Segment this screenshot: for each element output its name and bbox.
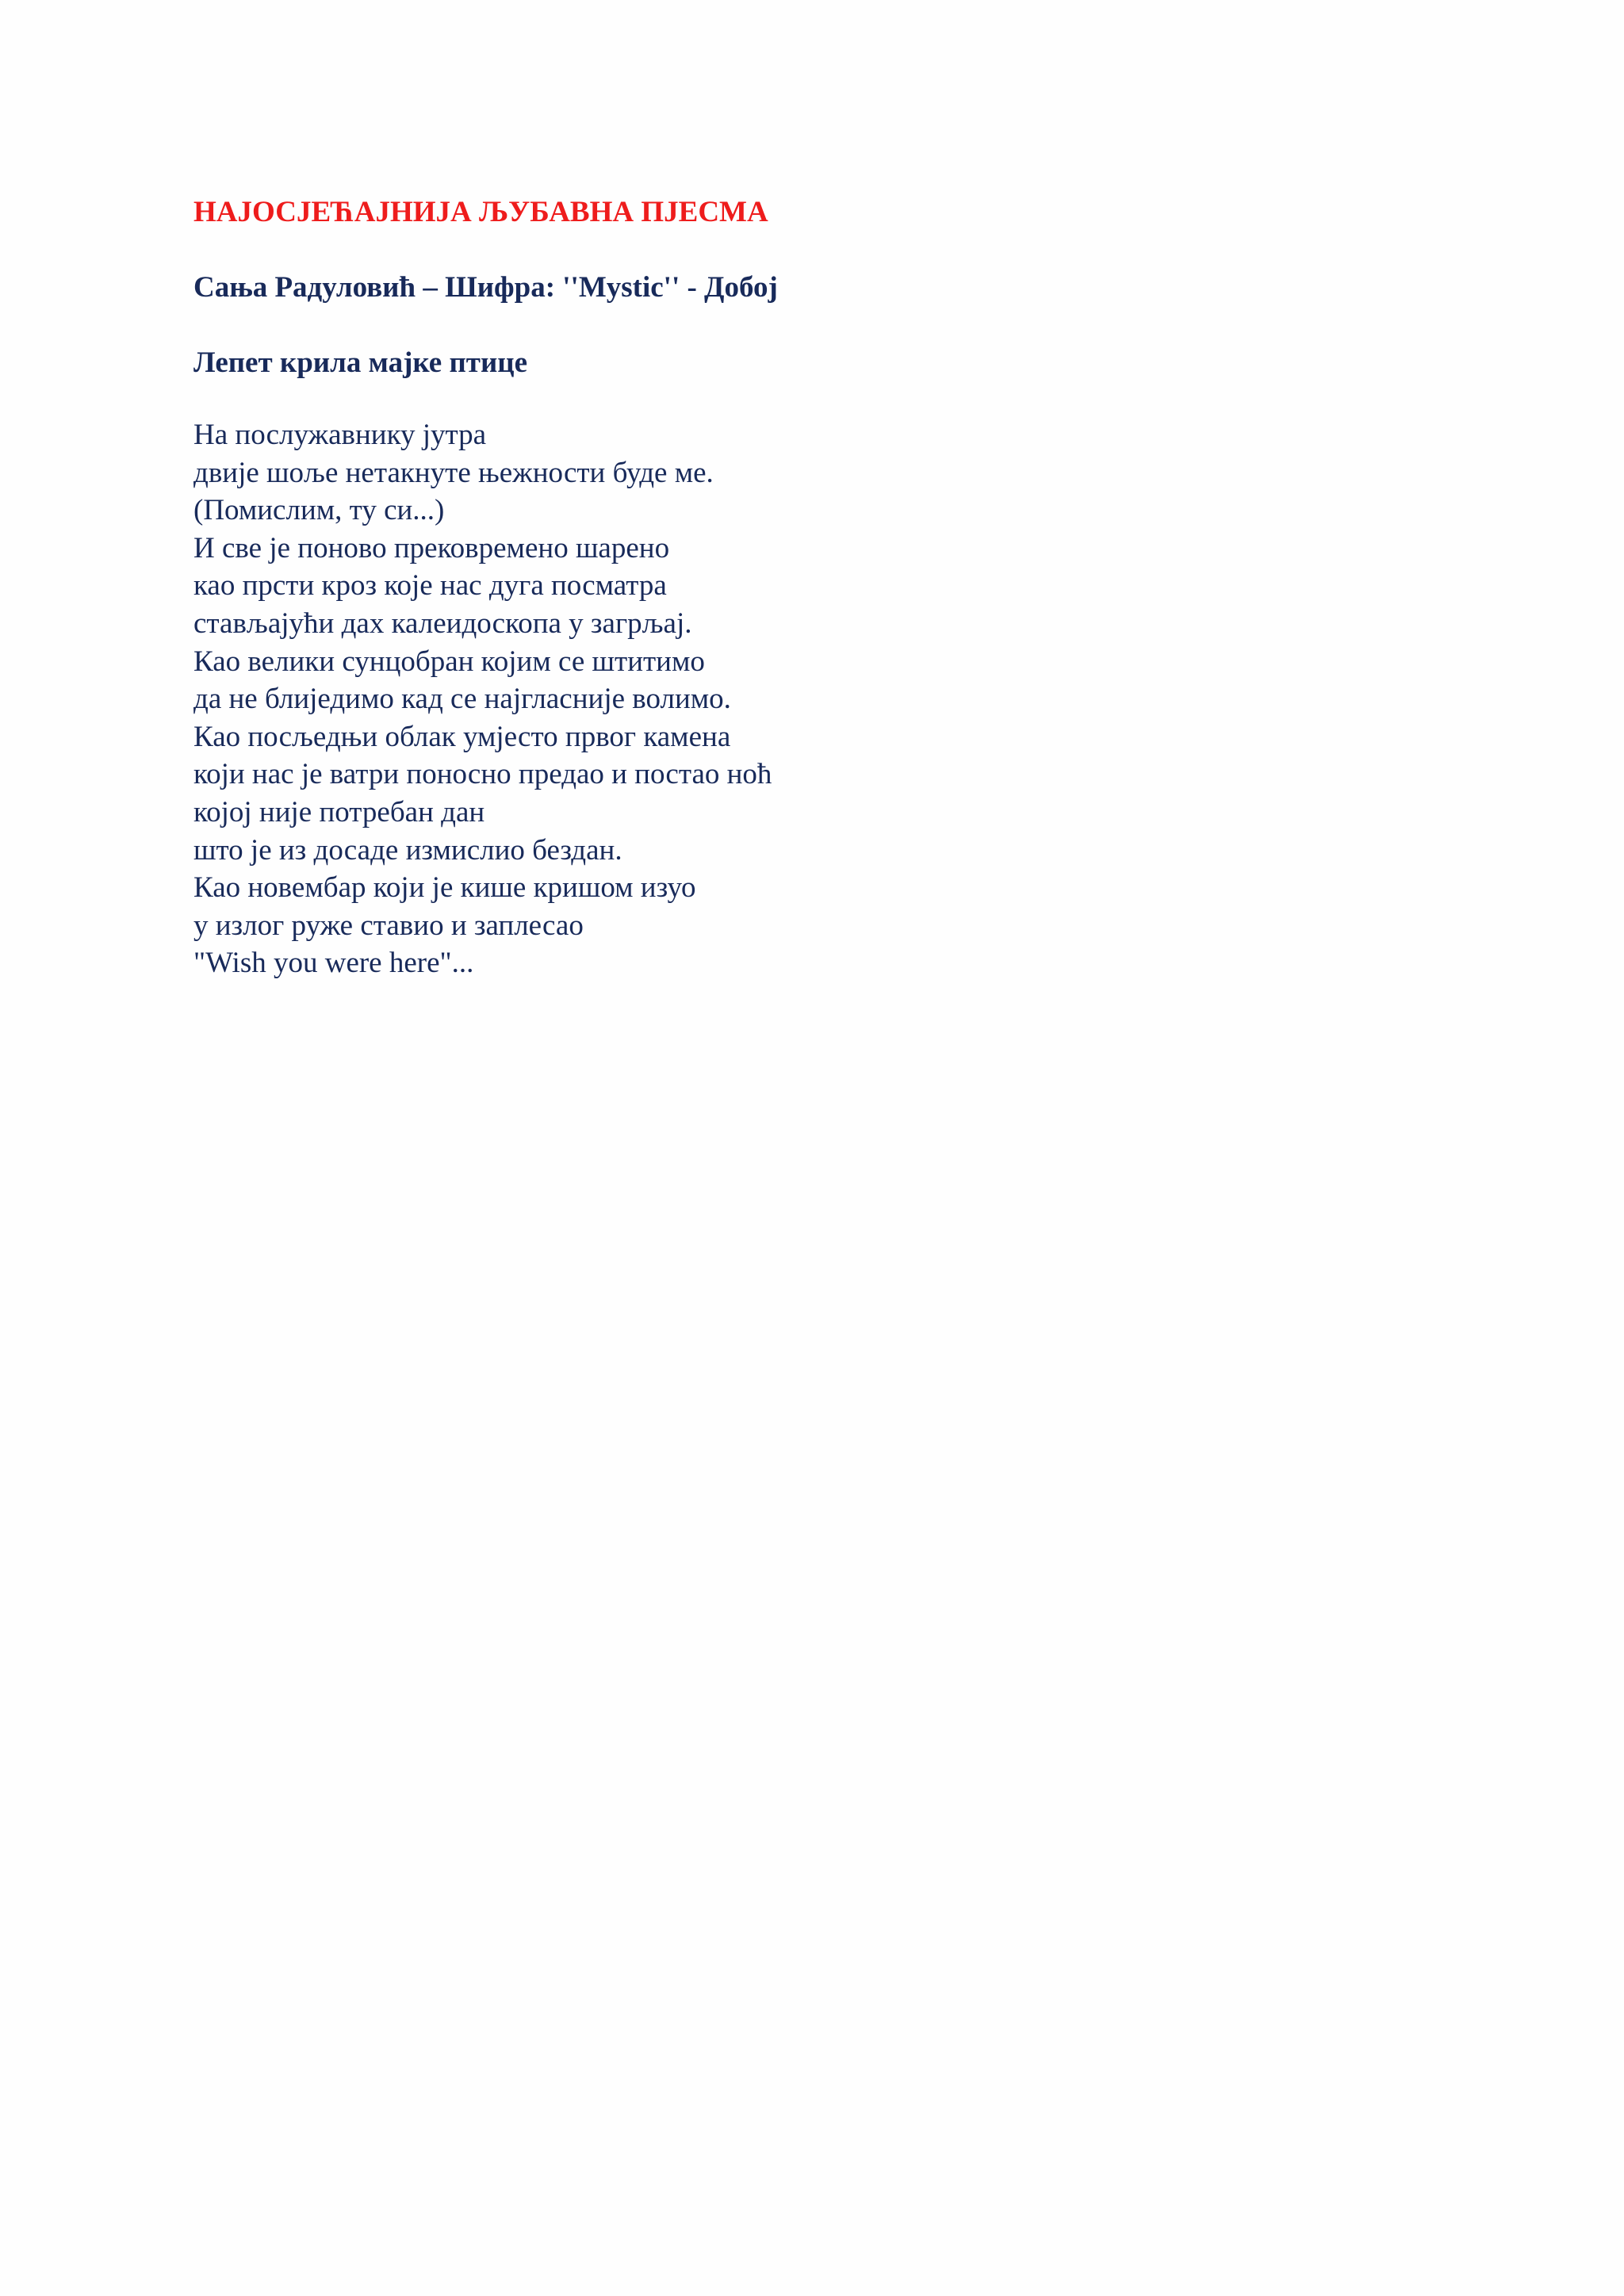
poem-line: којој није потребан дан: [193, 795, 485, 828]
poem-line: у излог руже ставио и заплесао: [193, 909, 584, 942]
document-title: НАЈОСЈЕЋАЈНИЈА ЉУБАВНА ПЈЕСМА: [193, 196, 768, 228]
poem-line: "Wish you were here"...: [193, 947, 474, 980]
poem-line: И све је поново прековремено шарено: [193, 531, 670, 564]
poem-line: као прсти кроз које нас дуга посматра: [193, 569, 667, 603]
poem-line: На послужавнику јутра: [193, 419, 487, 451]
poem-line: што је из досаде измислио бездан.: [193, 833, 622, 867]
poem-line: који нас је ватри поносно предао и постао ноћ: [193, 758, 772, 791]
poem-line: двије шоље нетакнуте њежности буде ме.: [193, 456, 714, 489]
poem-line: Као велики сунцобран којим се штитимо: [193, 645, 705, 678]
author-line: Сања Радуловић – Шифра: ''Mystic'' - Добој: [193, 271, 778, 304]
poem-body: [193, 416, 1542, 982]
poem-line: стављајући дах калеидоскопа у загрљај.: [193, 607, 692, 640]
poem-title: Лепет крила мајке птице: [193, 346, 528, 379]
poem-line: да не блиједимо кад се најгласније волимо.: [193, 683, 731, 716]
poem-line: (Помислим, ту си...): [193, 494, 445, 527]
poem-line: Као новембар који је кише кришом изуо: [193, 871, 696, 905]
document-content: [193, 190, 1542, 982]
poem-line: Као посљедњи облак умјесто првог камена: [193, 720, 731, 753]
